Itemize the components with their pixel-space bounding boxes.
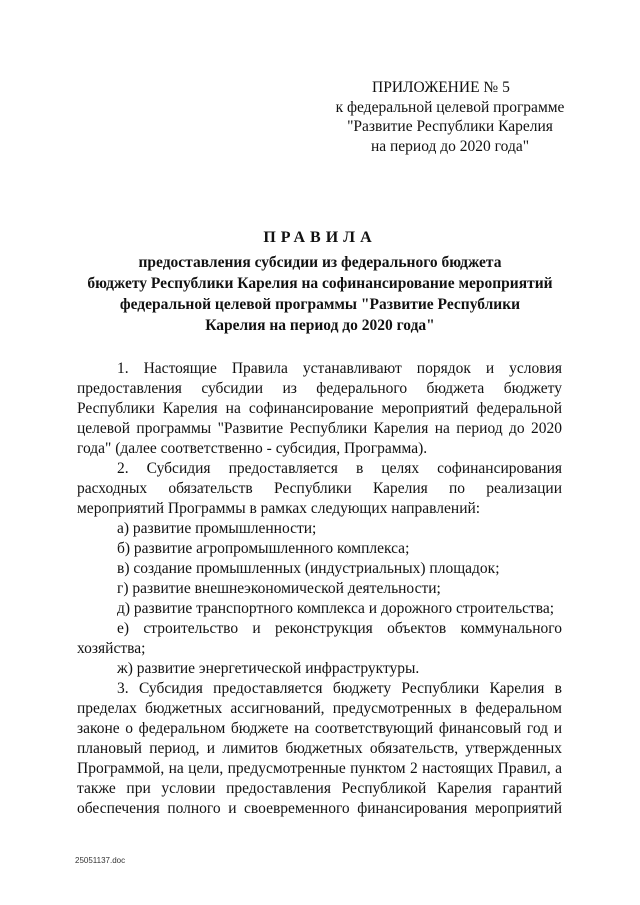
file-name: 25051137.doc <box>75 856 126 865</box>
appendix-line: "Развитие Республики Карелия <box>347 118 553 135</box>
list-item: б) развитие агропромышленного комплекса; <box>117 540 410 557</box>
list-item: г) развитие внешнеэкономической деятельности; <box>117 580 441 597</box>
appendix-number: ПРИЛОЖЕНИЕ № 5 <box>372 79 510 96</box>
document-body <box>77 359 562 819</box>
subtitle-line: Карелия на период до 2020 года" <box>205 317 435 334</box>
paragraph-3: 3. Субсидия предоставляется бюджету Республики Карелия в пределах бюджетных ассигнований, предусмотренных в федеральном законе о федеральном бюджете на соответствующий финансовый год и плановый период, и лимитов бюджетных обязательств, утвержденных Программой, на цели, предусмотренные пунктом 2 настоящих Правил, а также при условии предоставления Республикой Карелия гарантий обеспечения полного и своевременного финансирования мероприятий <box>77 680 562 817</box>
appendix-line: на период до 2020 года" <box>370 137 530 155</box>
subtitle-line: бюджету Республики Карелия на софинансирование мероприятий <box>87 275 553 292</box>
appendix-header <box>300 78 600 156</box>
list-item: е) строительство и реконструкция объектов коммунального хозяйства; <box>77 620 562 657</box>
list-item: в) создание промышленных (индустриальных) площадок; <box>117 560 500 577</box>
subtitle-line: предоставления субсидии из федерального бюджета <box>138 254 502 271</box>
appendix-line: к федеральной целевой программе <box>335 98 565 116</box>
list-item: а) развитие промышленности; <box>117 520 317 537</box>
document-subtitle <box>60 252 580 336</box>
subtitle-line: федеральной целевой программы "Развитие Республики <box>119 296 521 313</box>
document-title: ПРАВИЛА <box>263 229 377 246</box>
list-item: д) развитие транспортного комплекса и дорожного строительства; <box>117 600 555 617</box>
list-item: ж) развитие энергетической инфраструктуры. <box>117 660 420 677</box>
paragraph-1: 1. Настоящие Правила устанавливают порядок и условия предоставления субсидии из федерального бюджета бюджету Республики Карелия на софинансирование мероприятий федеральной целевой программы "Развитие Республики Карелия на период до 2020 года" (далее соответственно - субсидия, Программа). <box>77 360 562 457</box>
paragraph-2: 2. Субсидия предоставляется в целях софинансирования расходных обязательств Республики Карелия по реализации мероприятий Программы в рамках следующих направлений: <box>77 460 562 517</box>
